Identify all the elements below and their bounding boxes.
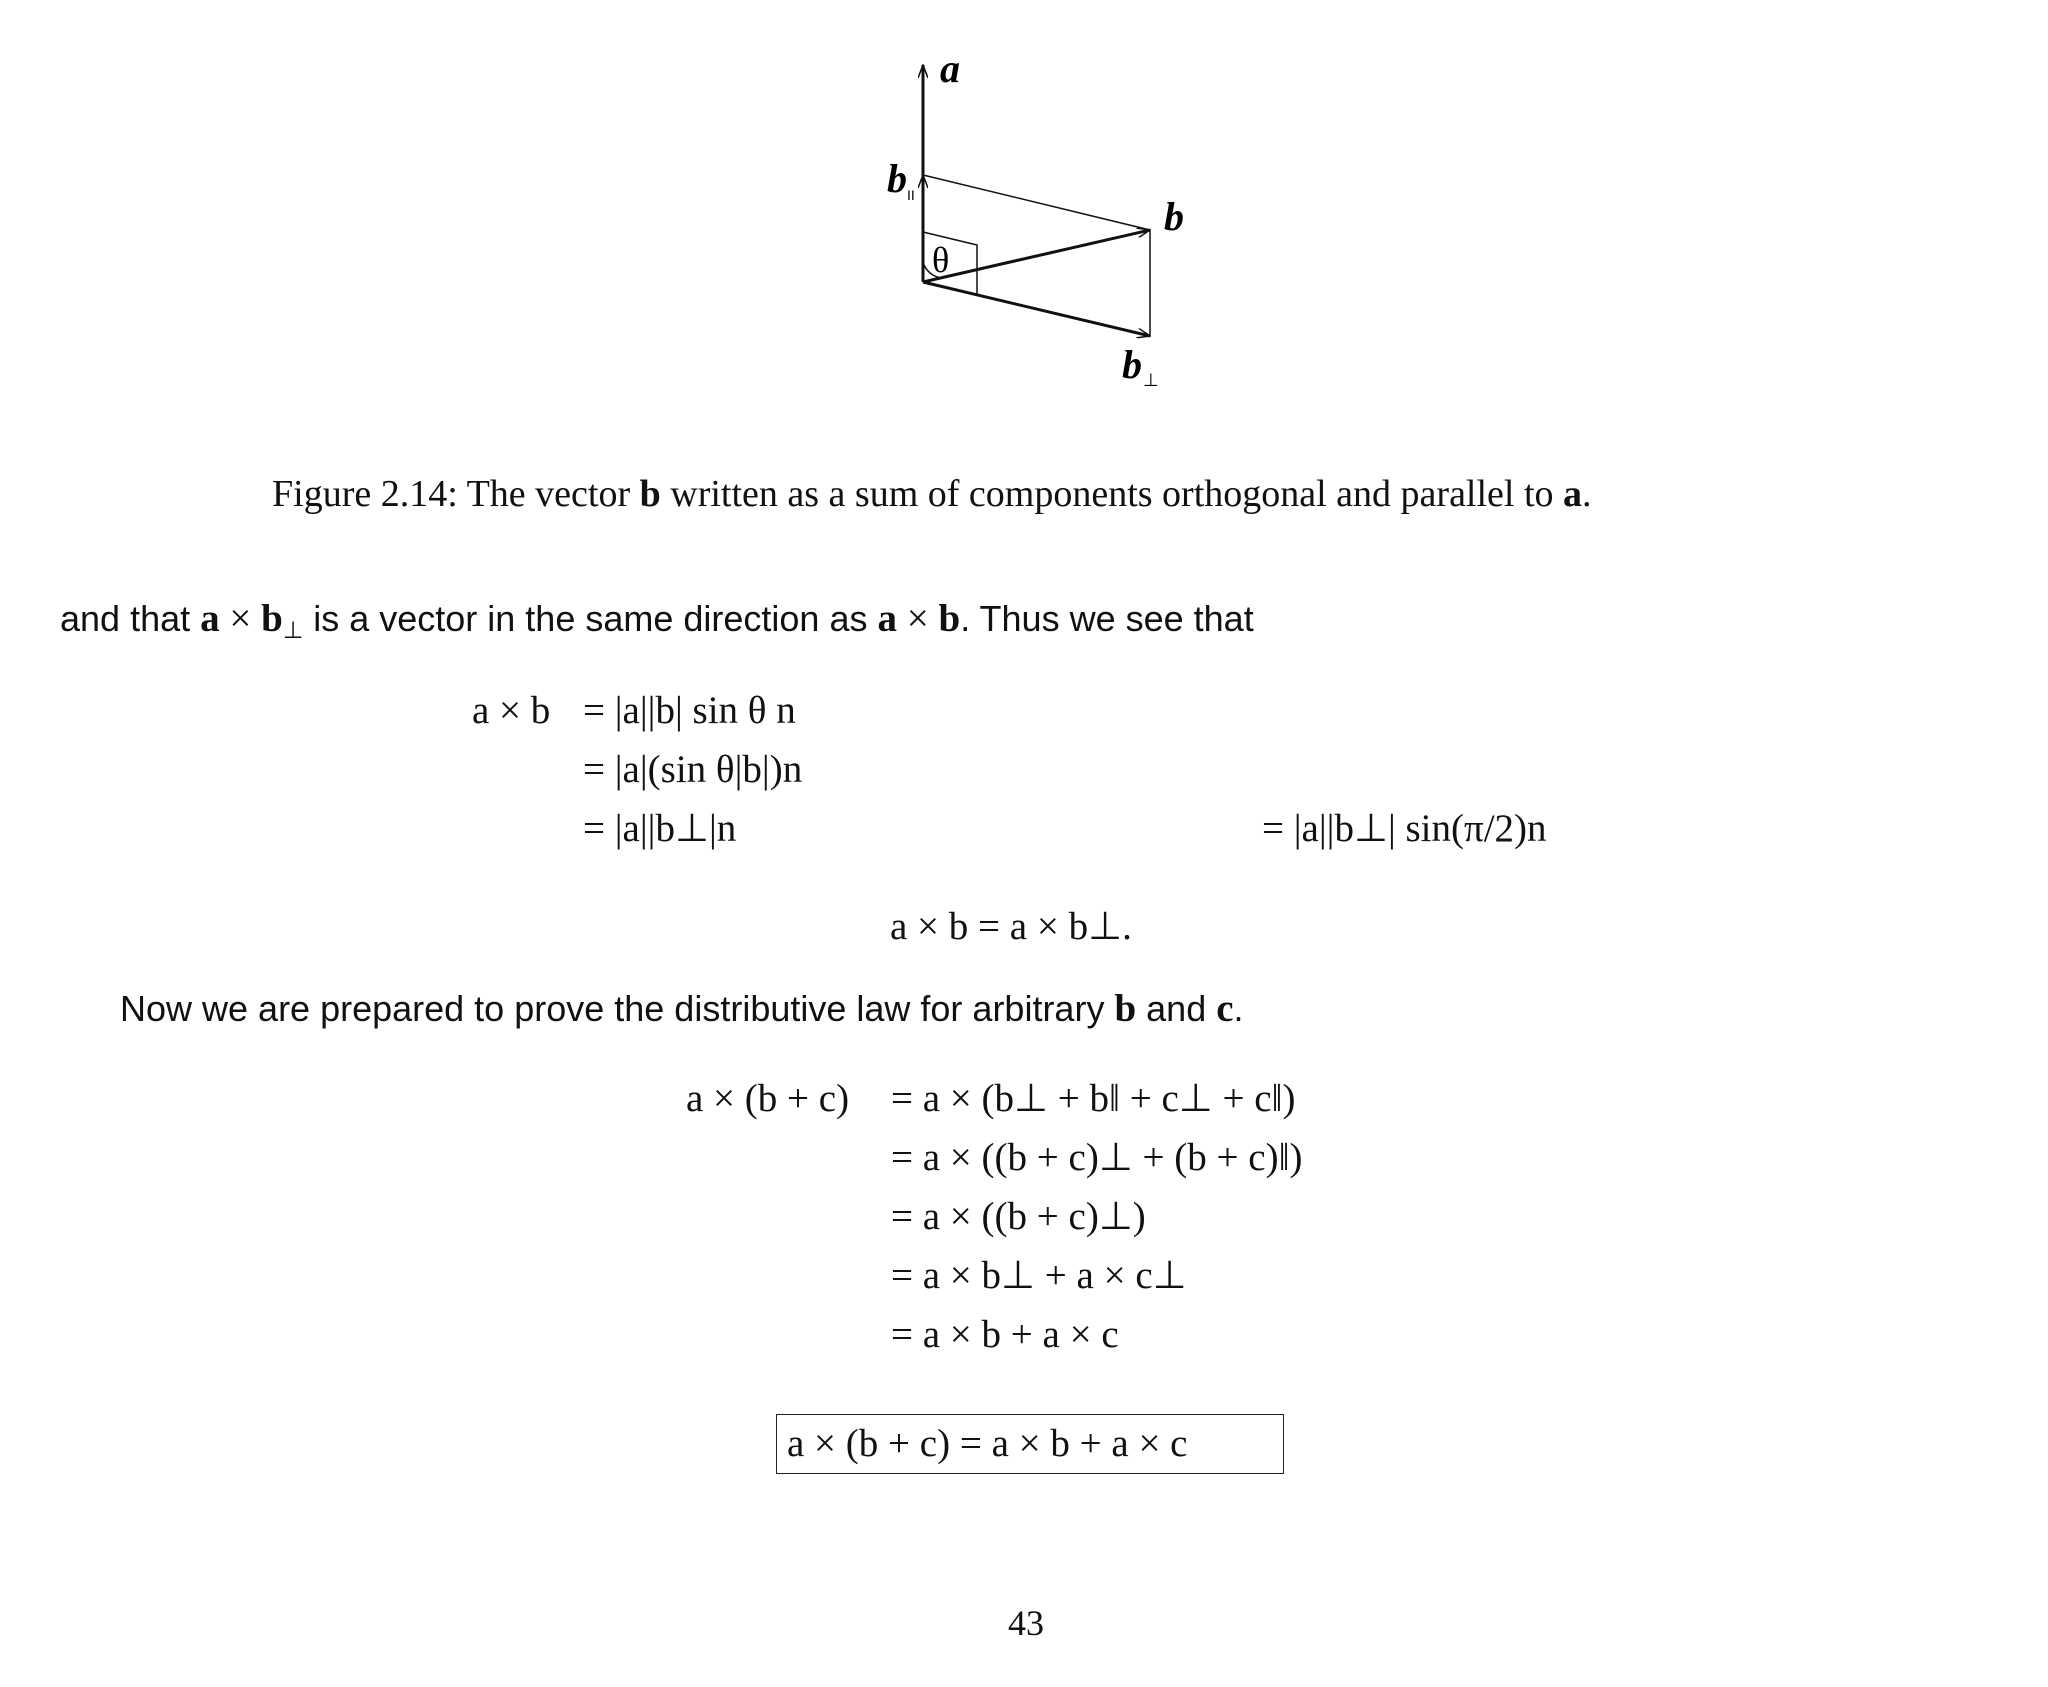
eq3-line-5: = a × b + a × c [891,1313,1119,1356]
eq3-line-1: = a × (b⊥ + b‖ + c⊥ + c‖) [891,1077,1296,1120]
label-theta: θ [932,240,950,280]
paragraph-2 [120,986,1244,1031]
label-a: a [940,46,960,91]
label-b-perp: b [1122,342,1142,387]
para1-text-1: and that [60,598,201,639]
para1-text-2: is a vector in the same direction as [303,598,878,639]
label-b-perp-subscript: ⊥ [1143,370,1159,390]
para1-text-3: . Thus we see that [960,598,1254,639]
eq3-lhs: a × (b + c) [686,1077,850,1120]
eq1-line3: = |a||b⊥|n [583,807,737,850]
para2-b: b [1114,987,1137,1030]
label-b-parallel-subscript: II [907,187,915,203]
vector-decomposition-figure [870,40,1200,405]
label-b-parallel: b [887,156,907,201]
paragraph-1 [60,596,1254,645]
eq3-line-3: = a × ((b + c)⊥) [891,1195,1146,1238]
vector-b-arrow [923,230,1150,282]
page-number: 43 [1008,1603,1044,1643]
projection-line-parallel [923,175,1150,230]
eq1-line1-rhs: = |a||b| sin θ n [583,689,796,732]
vector-b-perp-arrow [923,282,1150,336]
para2-text-1: Now we are prepared to prove the distributive law for arbitrary [120,988,1115,1029]
caption-end: . [1582,473,1592,515]
eq1-line4: = |a||b⊥| sin(π/2)n [1262,807,1547,850]
para1-math-1: $a \times b_\perp$ [200,597,304,645]
para2-and: and [1136,988,1217,1029]
para1-math-2: a × b [877,597,961,640]
eq3-line-2: = a × ((b + c)⊥ + (b + c)‖) [891,1136,1303,1179]
eq1-line2: = |a|(sin θ|b|)n [583,748,803,791]
caption-b: b [639,473,661,515]
boxed-result: a × (b + c) = a × b + a × c [776,1414,1284,1474]
figure-caption [272,472,1592,516]
eq1-line1-lhs: a × b [472,689,551,732]
label-b: b [1164,194,1184,239]
figure-svg [870,40,1200,400]
para2-end: . [1233,988,1244,1029]
caption-middle: written as a sum of components orthogonal and parallel to [660,473,1564,515]
caption-prefix: Figure 2.14: The vector [272,473,640,515]
caption-a: a [1563,473,1583,515]
eq2: a × b = a × b⊥. [890,905,1132,948]
para2-c: c [1216,987,1234,1030]
eq3-line-4: = a × b⊥ + a × c⊥ [891,1254,1187,1297]
